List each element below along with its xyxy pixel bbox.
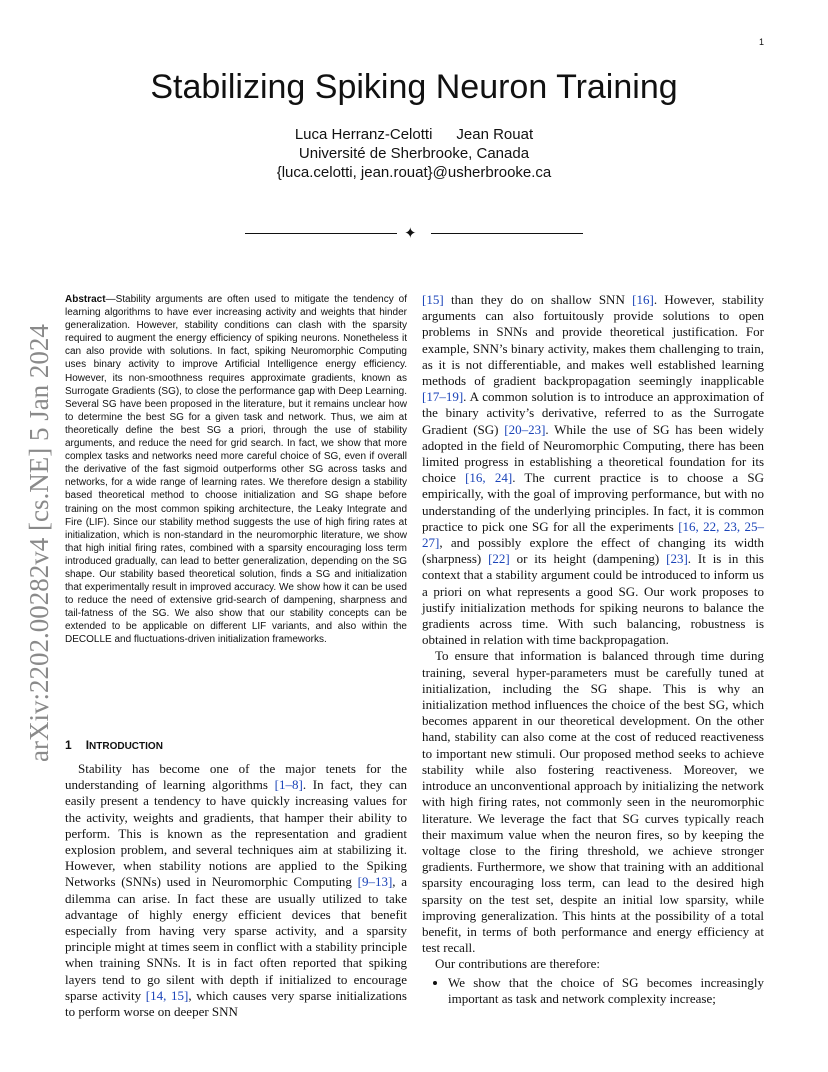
section-title-initial: I — [85, 738, 90, 752]
author-emails: {luca.celotti, jean.rouat}@usherbrooke.ca — [276, 164, 552, 181]
contributions-list — [422, 975, 764, 1007]
author-name: Jean Rouat — [456, 126, 534, 143]
page-number: 1 — [758, 37, 764, 47]
section-number: 1 — [65, 738, 72, 752]
intro-paragraph-2: To ensure that information is balanced through time during training, several hyper-parameters must be carefully tuned at initialization, including the SG shape. This is why an initialization method influences the choice of the best SG, which becomes apparent in our theoretical development. On the other hand, stability can also come at the cost of reduced reactiveness to important new stimuli. Our proposed method seeks to achieve stability while also fostering reactiveness. Moreover, we introduce an unconventional approach by initializing the network with high firing rates, not commonly seen in the neuromorphic literature. We leverage the fact that SG curves typically reach their maximum value when the neuron fires, so by keeping the voltage close to the firing threshold, we achieve stronger gradients. Furthermore, we show that training with an additional sparsity encouraging loss term, can lead to the desired high sparsity on the test set, despite an initial low sparsity, while improving generalization. This hints at the possibility of a total benefit, in terms of both performance and energy efficiency at test recall. — [422, 648, 764, 956]
author-name: Luca Herranz-Celotti — [294, 126, 433, 143]
citation-link[interactable]: [16, 24] — [465, 470, 513, 486]
list-item: • We show that the choice of SG becomes increasingly important as task and network complexity increase; — [448, 975, 764, 1007]
abstract-label: Abstract — [65, 294, 106, 305]
separator-rule-right — [431, 233, 583, 234]
citation-link[interactable]: [16] — [632, 292, 654, 307]
affiliation: Université de Sherbrooke, Canada — [298, 145, 530, 162]
citation-link[interactable]: [16, 22, 23, 25–27] — [422, 518, 764, 551]
author-list — [0, 126, 828, 143]
citation-link[interactable]: [17–19] — [422, 389, 464, 405]
section-title-rest: NTRODUCTION — [89, 741, 163, 752]
intro-paragraph-1: Stability has become one of the major tenets for the understanding of learning algorithms [1–8]. In fact, they can easily present a tendency to have quickly increasing values for the activity, weights and gradients, that hamper their ability to perform. This is known as the representation and gradient explosion problem, and several techniques aim at stabilizing it. However, when stability notions are applied to the Spiking Networks (SNNs) used in Neuromorphic Computing [9–13], a dilemma can arise. In fact these are usually utilized to take advantage of highly energy efficient devices that benefit especially from having very sparse activity, and a sparsity principle might at times seem in conflict with a stability principle when training SNNs. It is in fact often reported that spiking layers tend to go silent with depth if initialized to encourage sparse activity [14, 15], which causes very sparse initializations to perform worse on deeper SNN — [65, 761, 407, 1020]
abstract-text: —Stability arguments are often used to mitigate the tendency of learning algorithms to have ever increasing activity and weights that hinder generalization. However, stability conditions can clash with the sparsity required to augment the energy efficiency of spiking neurons. Nonetheless it can also provide with solutions. In fact, spiking Neuromorphic Computing uses binary activity to improve Artificial Intelligence energy efficiency. However, its non-smoothness requires approximate gradients, known as Surrogate Gradients (SG), to close the performance gap with Deep Learning. Several SG have been proposed in the literature, but it remains unclear how to determine the best SG for a given task and network. Thus, we aim at theoretically define the best SG a priori, through the use of stability arguments, and reduce the need for grid search. In fact, we show that more complex tasks and networks need more careful choice of SG, even if overall the derivative of the fast sigmoid outperforms other SG across tasks and networks, for a wide range of learning rates. We therefore design a stability based theoretical method to choose initialization and SG shape before training on the most common spiking architecture, the Leaky Integrate and Fire (LIF). Since our stability method suggests the use of high firing rates at initialization, which is non-standard in the neuromorphic literature, we show that high initial firing rates, combined with a sparsity encouraging loss term introduced gradually, can lead to better generalization, depending on the SG shape. Our stability based theoretical solution, finds a SG and initialization that experimentally result in improved accuracy. We show how it can be used to reduce the need of extensive grid-search of dampening, sharpness and tail-fatness of the SG. We also show that our stability concepts can be extended to be applicable on different LIF variants, and also within the DECOLLE and fluctuations-driven initialization frameworks. — [65, 294, 407, 646]
section-heading-introduction — [65, 738, 163, 752]
citation-link[interactable]: [23] — [666, 551, 688, 567]
citation-link[interactable]: [20–23] — [504, 421, 546, 437]
citation-link[interactable]: [22] — [488, 551, 510, 567]
intro-left-column — [65, 761, 407, 1020]
separator-rule-left — [245, 233, 397, 234]
citation-link[interactable]: [9–13] — [357, 874, 393, 890]
intro-paragraph-1-continued: [15] than they do on shallow SNN [16]. However, stability arguments can also fortuitously provide solutions to open problems in SNNs and provide theoretical justification. For example, SNN’s binary activity, makes them challenging to train, as it is not differentiable, and makes well established learning methods of gradient backpropagation seemingly inapplicable [17–19]. A common solution is to introduce an approximation of the binary activity’s derivative, referred to as the Surrogate Gradient (SG) [20–23]. While the use of SG has been widely adopted in the field of Neuromorphic Computing, there has been limited progress in establishing a theoretical foundation for its choice [16, 24]. The current practice is to choose a SG empirically, with the goal of improving performance, but with no understanding of the underlying principles. In fact, it is common practice to pick one SG for all the experiments [16, 22, 23, 25–27], and possibly explore the effect of changing its width (sharpness) [22] or its height (dampening) [23]. It is in this context that a stability argument could be introduced to inform us a priori on what represents a good SG. Our work proposes to justify initialization methods for spiking neurons to balance the gradients across time. With such balancing, robustness is obtained in relation with time backpropagation. — [422, 292, 764, 648]
arxiv-stamp: arXiv:2202.00282v4 [cs.NE] 5 Jan 2024 — [24, 324, 54, 762]
citation-link[interactable]: [15] — [422, 292, 444, 307]
paper-title: Stabilizing Spiking Neuron Training — [150, 68, 678, 106]
citation-link[interactable]: [1–8] — [274, 777, 303, 793]
contributions-lead: Our contributions are therefore: — [435, 956, 600, 972]
separator-diamond-icon: ✦ — [404, 226, 417, 242]
intro-right-column — [422, 292, 764, 1007]
citation-link[interactable]: [14, 15] — [145, 987, 189, 1003]
abstract — [65, 293, 407, 647]
